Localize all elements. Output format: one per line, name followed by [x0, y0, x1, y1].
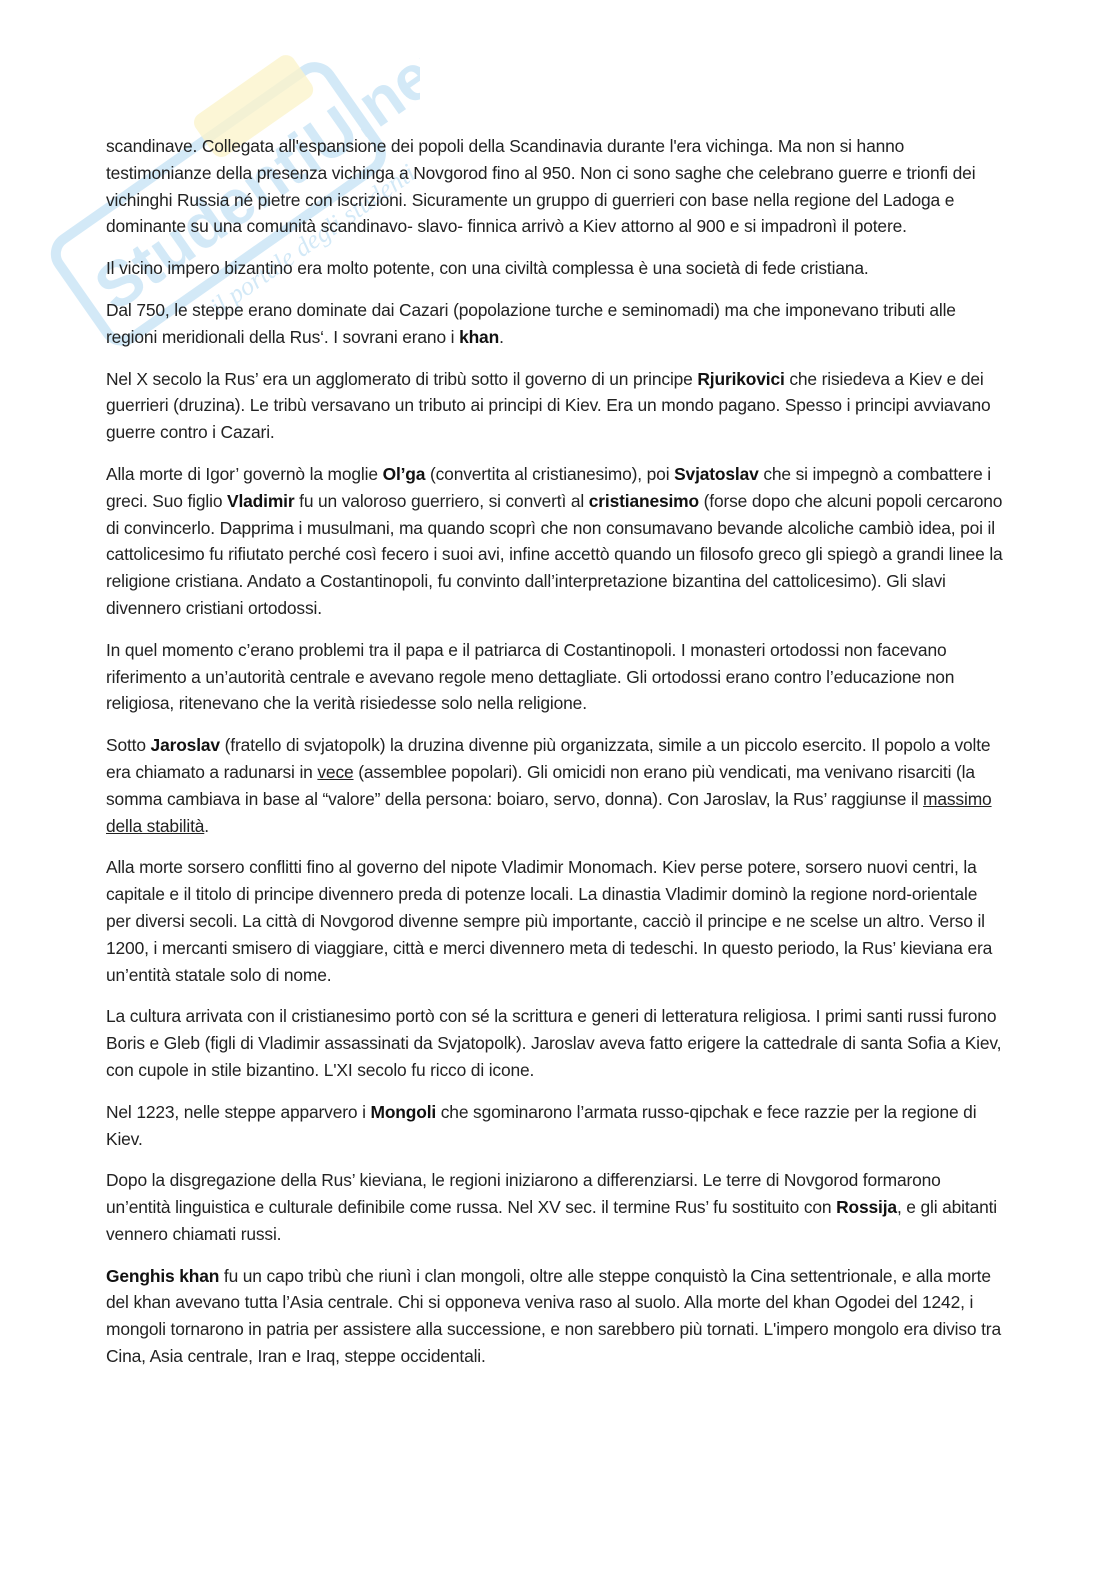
- bold-term: Svjatoslav: [674, 463, 759, 484]
- paragraph: [106, 297, 1006, 351]
- paragraph: [106, 1167, 1006, 1247]
- text-run: , e gli abitanti vennero chiamati russi.: [106, 1197, 998, 1244]
- bold-term: Mongoli: [370, 1101, 437, 1122]
- paragraph: [106, 133, 1006, 240]
- text-run: (assemblee popolari). Gli omicidi non erano più vendicati, ma venivano risarciti (la somma cambiava in base al “valore” della persona: boiaro, servo, donna). Con Jaroslav, la Rus’ raggiunse il: [106, 761, 975, 809]
- text-run: che si impegnò a combattere i greci. Suo figlio: [106, 463, 991, 511]
- paragraph: [106, 255, 1006, 282]
- text-run: che sgominarono l’armata russo-qipchak e fece razzie per la regione di Kiev.: [106, 1101, 977, 1149]
- text-run: (convertita al cristianesimo), poi: [425, 463, 675, 484]
- text-run: fu un capo tribù che riunì i clan mongoli, oltre alle steppe conquistò la Cina settentrionale, e alla morte del khan avevano tutta l’Asia centrale. Chi si opponeva veniva raso al suolo. Alla morte del khan Ogodei del 1242, i mongoli tornarono in patria per assistere alla successione, e non sarebbero più tornati. L'impero mongolo era diviso tra Cina, Asia centrale, Iran e Iraq, steppe occidentali.: [106, 1265, 1001, 1367]
- paragraph: [106, 461, 1006, 622]
- text-run: (forse dopo che alcuni popoli cercarono di convincerlo. Dapprima i musulmani, ma quando scoprì che non consumavano bevande alcoliche cambiò idea, poi il cattolicesimo fu rifiutato perché così fecero i suoi avi, infine accettò quando un filosofo greco gli spiegò a grandi linee la religione cristiana. Andato a Costantinopoli, fu convinto dall’interpretazione bizantina del cattolicesimo). Gli slavi divennero cristiani ortodossi.: [106, 490, 1003, 618]
- text-run: Alla morte sorsero conflitti fino al governo del nipote Vladimir Monomach. Kiev perse potere, sorsero nuovi centri, la capitale e il titolo di principe divennero preda di potenze locali. La dinastia Vladimir dominò la regione nord-orientale per diversi secoli. La città di Novgorod divenne sempre più importante, cacciò il principe e ne scelse un altro. Verso il 1200, i mercanti smisero di viaggiare, città e merci divennero meta di tedeschi. In questo periodo, la Rus’ kieviana era un’entità statale solo di nome.: [106, 857, 993, 985]
- text-run: .: [499, 326, 504, 347]
- paragraph: [106, 1263, 1006, 1370]
- bold-term: khan: [459, 326, 500, 347]
- text-run: (fratello di svjatopolk) la druzina divenne più organizzata, simile a un piccolo esercito. Il popolo a volte era chiamato a radunarsi in: [106, 735, 991, 782]
- text-run: Dopo la disgregazione della Rus’ kieviana, le regioni iniziarono a differenziarsi. Le terre di Novgorod formarono un’entità linguistica e culturale definibile come russa. Nel XV sec. il termine Rus’ fu sostituito con: [106, 1170, 941, 1218]
- text-run: che risiedeva a Kiev e dei guerrieri (druzina). Le tribù versavano un tributo ai principi di Kiev. Era un mondo pagano. Spesso i principi avviavano guerre contro i Cazari.: [106, 368, 991, 443]
- paragraph: [106, 854, 1006, 988]
- paragraph: [106, 1003, 1006, 1083]
- text-run: fu un valoroso guerriero, si convertì al: [294, 490, 589, 511]
- text-run: Il vicino impero bizantino era molto potente, con una civiltà complessa è una società di fede cristiana.: [106, 258, 869, 279]
- underlined-term: massimo della stabilità: [106, 788, 992, 836]
- text-run: Dal 750, le steppe erano dominate dai Cazari (popolazione turche e seminomadi) ma che imponevano tributi alle regioni meridionali della Rus‘. I sovrani erano i: [106, 299, 956, 347]
- bold-term: Vladimir: [227, 490, 295, 511]
- bold-term: cristianesimo: [588, 490, 699, 511]
- bold-term: Rjurikovici: [697, 368, 785, 389]
- bold-term: Rossija: [836, 1197, 897, 1218]
- document-body: [106, 133, 1006, 1385]
- watermark-tagline: il portale degli studenti: [204, 158, 420, 322]
- text-run: Nel X secolo la Rus’ era un agglomerato di tribù sotto il governo di un principe: [106, 368, 698, 389]
- bold-term: Ol’ga: [382, 463, 426, 484]
- text-run: .: [204, 815, 209, 836]
- paragraph: [106, 366, 1006, 446]
- paragraph: [106, 732, 1006, 839]
- text-run: Nel 1223, nelle steppe apparvero i: [106, 1101, 371, 1122]
- text-run: La cultura arrivata con il cristianesimo portò con sé la scrittura e generi di letteratura religiosa. I primi santi russi furono Boris e Gleb (figli di Vladimir assassinati da Svjatopolk). Jaroslav aveva fatto erigere la cattedrale di santa Sofia a Kiev, con cupole in stile bizantino. L'XI secolo fu ricco di icone.: [106, 1006, 1002, 1080]
- text-run: Sotto: [106, 735, 151, 756]
- watermark-brand-text: StudentiU.net: [81, 26, 420, 325]
- bold-term: Jaroslav: [150, 735, 220, 756]
- bold-term: Genghis khan: [106, 1265, 220, 1286]
- text-run: Alla morte di Igor’ governò la moglie: [106, 463, 383, 484]
- text-run: scandinave. Collegata all'espansione dei popoli della Scandinavia durante l'era vichinga. Ma non si hanno testimonianze della presenza vichinga a Novgorod fino al 950. Non ci sono saghe che celebrano guerre e trionfi dei vichinghi Russia né pietre con iscrizioni. Sicuramente un gruppo di guerrieri con base nella regione del Ladoga e dominante su una comunità scandinavo- slavo- finnica arrivò a Kiev attorno al 900 e si impadronì il potere.: [106, 136, 976, 237]
- paragraph: [106, 1099, 1006, 1153]
- text-run: In quel momento c’erano problemi tra il papa e il patriarca di Costantinopoli. I monasteri ortodossi non facevano riferimento a un’autorità centrale e avevano regole meno dettagliate. Gli ortodossi erano contro l’educazione non religiosa, ritenevano che la verità risiedesse solo nella religione.: [106, 639, 955, 714]
- paragraph: [106, 637, 1006, 717]
- underlined-term: vece: [317, 761, 354, 782]
